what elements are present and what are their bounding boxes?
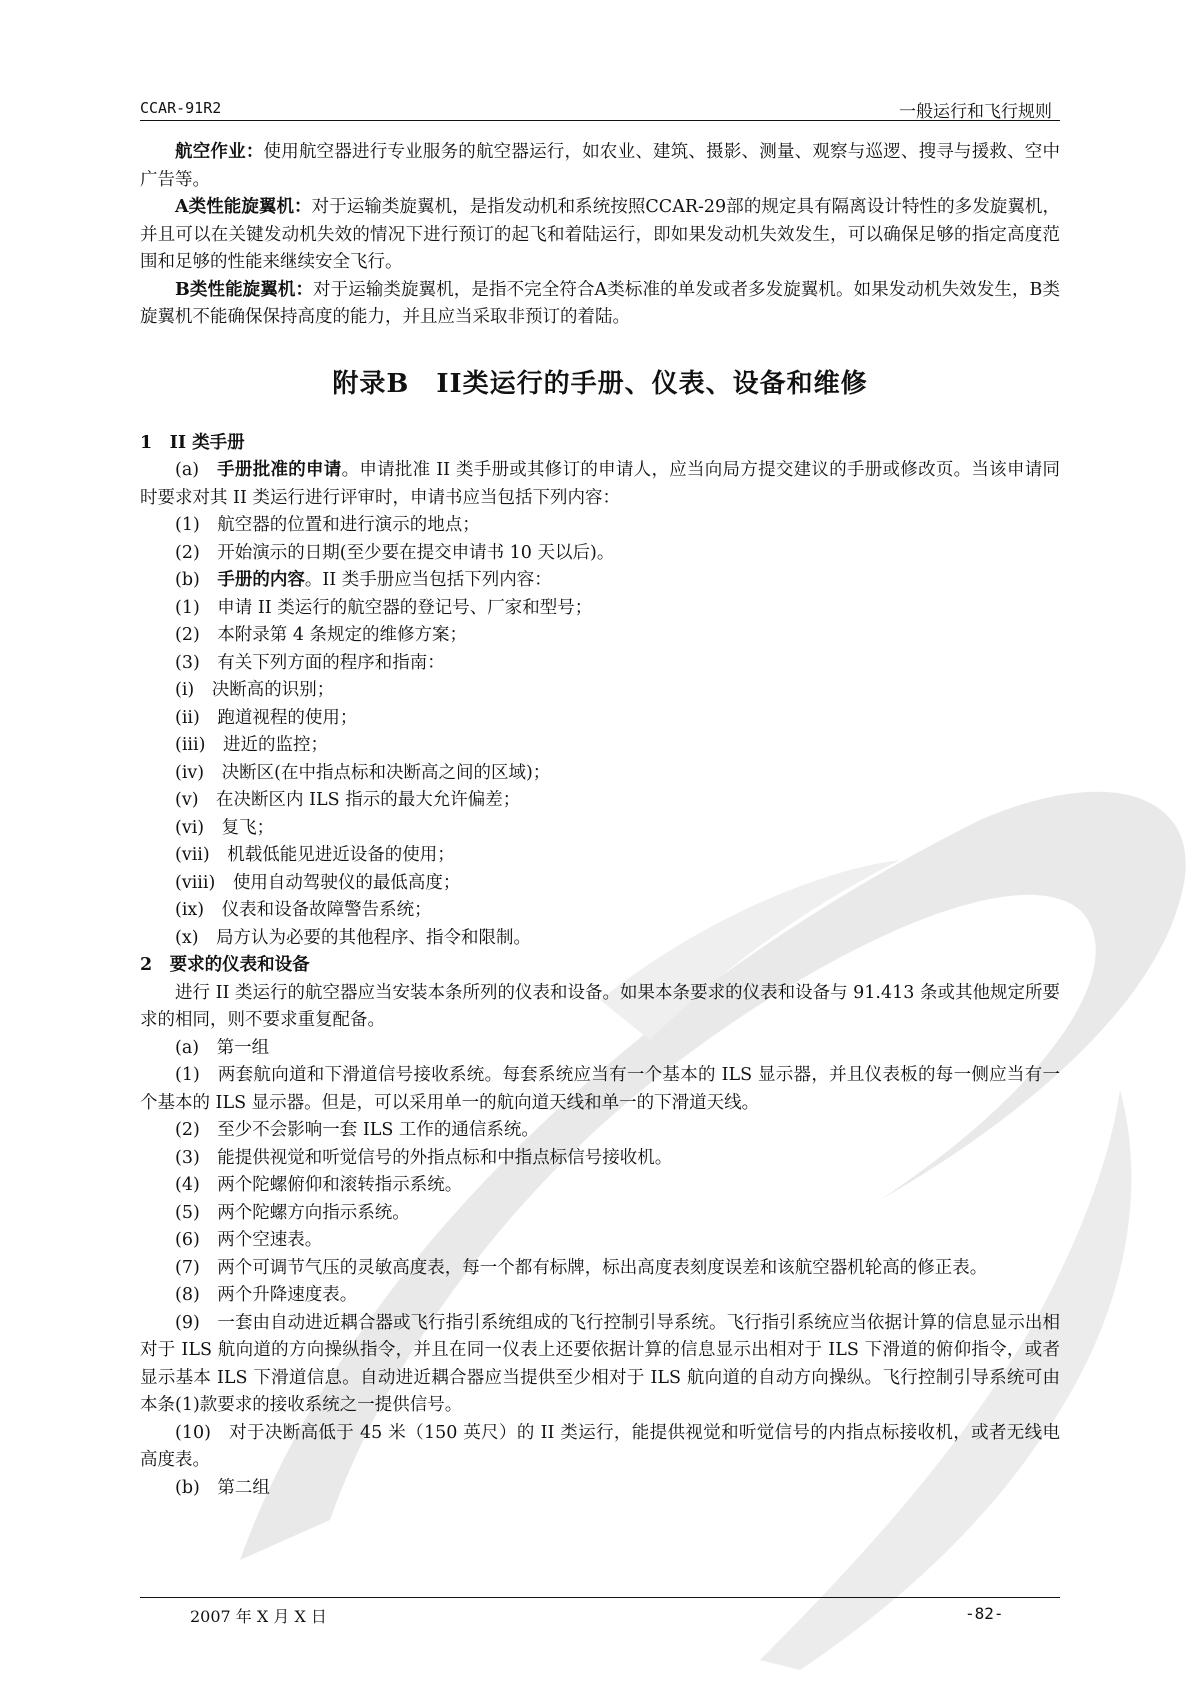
list-item: (10) 对于决断高低于 45 米（150 英尺）的 II 类运行，能提供视觉和听觉信号的内指点标接收机，或者无线电高度表。 xyxy=(140,1422,1060,1470)
definition-paragraph xyxy=(140,139,1060,194)
subsection-paragraph xyxy=(140,457,1060,512)
subsection-title: 手册批准的申请 xyxy=(217,460,342,480)
header-document-code: CCAR-91R2 xyxy=(140,99,222,117)
list-item: (iv) 决断区(在中指点标和决断高之间的区域)； xyxy=(175,762,551,783)
header-rule xyxy=(140,120,1060,121)
section-heading: 2 要求的仪表和设备 xyxy=(140,955,310,975)
definition-text: 使用航空器进行专业服务的航空器运行，如农业、建筑、摄影、测量、观察与巡逻、搜寻与援救、空中广告等。 xyxy=(140,142,1061,190)
definition-paragraph xyxy=(140,277,1060,332)
section-heading: 1 II 类手册 xyxy=(140,432,245,453)
subsection-label: (b) xyxy=(175,570,218,590)
list-item: (ii) 跑道视程的使用； xyxy=(175,707,358,728)
list-item: (3) 有关下列方面的程序和指南： xyxy=(175,652,445,673)
list-item: (1) 申请 II 类运行的航空器的登记号、厂家和型号； xyxy=(175,597,593,618)
list-item: (2) 开始演示的日期(至少要在提交申请书 10 天以后)。 xyxy=(175,542,615,563)
list-item: (iii) 进近的监控； xyxy=(175,735,328,755)
definition-text: 对于运输类旋翼机，是指不完全符合A类标准的单发或者多发旋翼机。如果发动机失效发生，B类旋翼机不能确保保持高度的能力，并且应当采取非预订的着陆。 xyxy=(140,279,1060,327)
subsection-text: 。II 类手册应当包括下列内容： xyxy=(304,570,552,590)
appendix-title: 附录B II类运行的手册、仪表、设备和维修 xyxy=(332,368,868,399)
list-item: (viii) 使用自动驾驶仪的最低高度； xyxy=(175,872,461,893)
list-item: (6) 两个空速表。 xyxy=(175,1230,323,1250)
subsection-title: 手册的内容 xyxy=(217,570,305,590)
list-item: (1) 两套航向道和下滑道信号接收系统。每套系统应当有一个基本的 ILS 显示器，并且仪表板的每一侧应当有一个基本的 ILS 显示器。但是，可以采用单一的航向道天线和单一的下滑道天线。 xyxy=(140,1065,1060,1113)
definition-text: 对于运输类旋翼机，是指发动机和系统按照CCAR-29部的规定具有隔离设计特性的多发旋翼机，并且可以在关键发动机失效的情况下进行预订的起飞和着陆运行，即如果发动机失效发生，可以确保足够的指定高度范围和足够的性能来继续安全飞行。 xyxy=(140,197,1060,272)
list-item: (i) 决断高的识别； xyxy=(175,680,335,700)
list-item: (v) 在决断区内 ILS 指示的最大允许偏差； xyxy=(175,790,521,810)
subsection-paragraph xyxy=(140,567,1060,595)
definition-term: 航空作业： xyxy=(175,142,264,162)
list-item: (2) 至少不会影响一套 ILS 工作的通信系统。 xyxy=(175,1120,539,1140)
list-item: (8) 两个升降速度表。 xyxy=(175,1285,358,1305)
footer-date: 2007 年 X 月 X 日 xyxy=(190,1607,327,1626)
list-item: (vii) 机载低能见进近设备的使用； xyxy=(175,845,455,865)
footer-page-number: -82- xyxy=(965,1604,1004,1623)
list-item: (1) 航空器的位置和进行演示的地点； xyxy=(175,515,480,535)
document-body xyxy=(140,139,1060,1502)
subsection-text: 。申请批准 II 类手册或其修订的申请人，应当向局方提交建议的手册或修改页。当该申请同时要求对其 II 类运行进行评审时，申请书应当包括下列内容： xyxy=(140,460,1060,508)
list-item: (9) 一套由自动进近耦合器或飞行指引系统组成的飞行控制引导系统。飞行指引系统应当依据计算的信息显示出相对于 ILS 航向道的方向操纵指令，并且在同一仪表上还要依据计算的信息显示出相对于 ILS 下滑道的俯仰指令，或者显示基本 ILS 下滑道信息。自动进近耦合器应当提供至少相对于 ILS 航向道的自动方向操纵。飞行控制引导系统可由本条(1)款要求的接收系统之一提供信号。 xyxy=(140,1312,1060,1415)
list-item: (vi) 复飞； xyxy=(175,817,275,838)
list-item: (7) 两个可调节气压的灵敏高度表，每一个都有标牌，标出高度表刻度误差和该航空器机轮高的修正表。 xyxy=(175,1257,988,1278)
list-item: (ix) 仪表和设备故障警告系统； xyxy=(175,900,432,920)
header-document-title: 一般运行和飞行规则 xyxy=(899,102,1052,122)
definition-term: B类性能旋翼机： xyxy=(175,279,314,300)
footer-rule xyxy=(140,1597,1060,1598)
subsection-label: (a) xyxy=(175,460,218,480)
list-item: (x) 局方认为必要的其他程序、指令和限制。 xyxy=(175,927,532,948)
subsection-label: (b) 第二组 xyxy=(175,1477,270,1498)
subsection-label: (a) 第一组 xyxy=(175,1037,270,1058)
definition-term: A类性能旋翼机： xyxy=(175,197,312,217)
list-item: (3) 能提供视觉和听觉信号的外指点标和中指点标信号接收机。 xyxy=(175,1147,673,1168)
list-item: (4) 两个陀螺俯仰和滚转指示系统。 xyxy=(175,1175,463,1195)
definition-paragraph xyxy=(140,194,1060,277)
list-item: (2) 本附录第 4 条规定的维修方案； xyxy=(175,625,468,645)
section-intro: 进行 II 类运行的航空器应当安装本条所列的仪表和设备。如果本条要求的仪表和设备与 91.413 条或其他规定所要求的相同，则不要求重复配备。 xyxy=(140,982,1060,1030)
list-item: (5) 两个陀螺方向指示系统。 xyxy=(175,1202,410,1223)
